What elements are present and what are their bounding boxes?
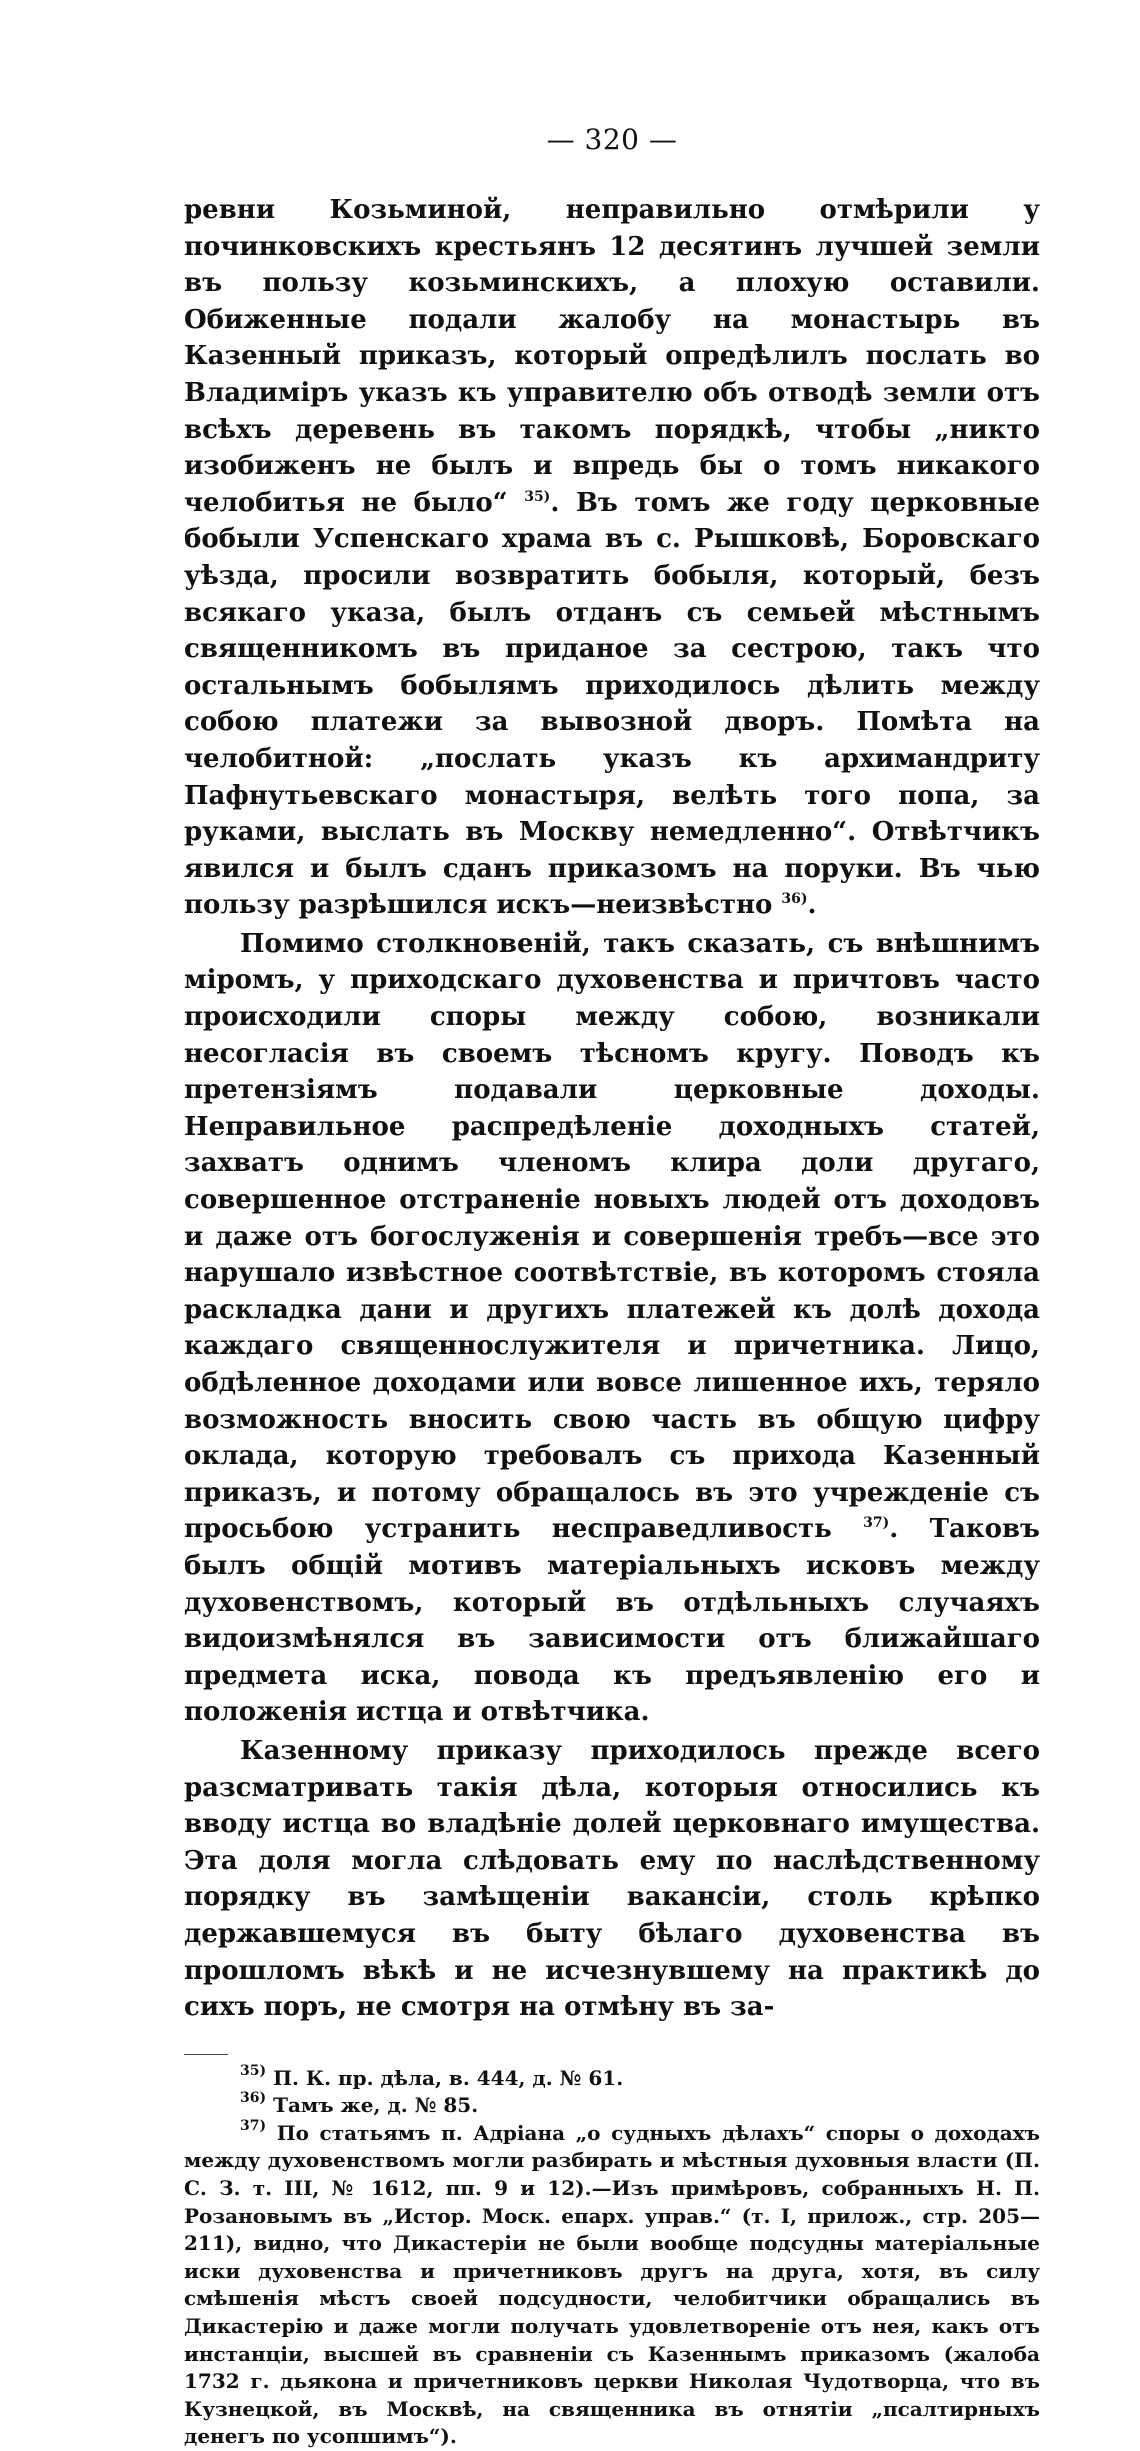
book-page: [184, 120, 1040, 2449]
footnote-ref-35: 35): [524, 488, 551, 505]
footnotes: [184, 2062, 1040, 2451]
page-number: — 320 —: [546, 123, 678, 156]
footnote-text: Тамъ же, д. № 85.: [266, 2093, 479, 2118]
text-segment: Помимо столкновеній, такъ сказать, съ внѣшнимъ міромъ, у приходскаго духовенства и причтовъ часто происходили споры между собою, возникали несогласія въ своемъ тѣсномъ кругу. Поводъ къ претензіямъ подавали церковные доходы. Неправильное распредѣленіе доходныхъ статей, захватъ однимъ членомъ клира доли другаго, совершенное отстраненіе новыхъ людей отъ доходовъ и даже отъ богослуженія и совершенія требъ—все это нарушало извѣстное соотвѣтствіе, въ которомъ стояла раскладка дани и другихъ платежей къ долѣ дохода каждаго священнослужителя и причетника. Лицо, обдѣленное доходами или вовсе лишенное ихъ, теряло возможность вносить свою часть въ общую цифру оклада, которую требовалъ съ прихода Казенный приказъ, и потому обращалось въ это учрежденіе съ просьбою устранить несправедливость: [184, 928, 1040, 1545]
footnote-36: [184, 2092, 1040, 2120]
main-text: [184, 192, 1040, 2026]
paragraph-3: [184, 1733, 1040, 2026]
footnote-37: [184, 2117, 1040, 2451]
footnote-ref-37: 37): [863, 1515, 890, 1532]
text-segment: ревни Козьминой, неправильно отмѣрили у починковскихъ крестьянъ 12 десятинъ лучшей земли въ пользу козьминскихъ, а плохую оставили. Обиженные подали жалобу на монастырь въ Казенный приказъ, который опредѣлилъ послать во Владиміръ указъ къ управителю объ отводѣ земли отъ всѣхъ деревень въ такомъ порядкѣ, чтобы „никто изобиженъ не былъ и впредь бы о томъ никакого челобитья не было“: [184, 195, 1040, 518]
footnote-text: По статьямъ п. Адріана „о судныхъ дѣлахъ“ споры о доходахъ между духовенствомъ могли разбирать и мѣстныя духовныя власти (П. С. З. т. III, № 1612, пп. 9 и 12).—Изъ примѣровъ, собранныхъ Н. П. Розановымъ въ „Истор. Моск. епарх. управ.“ (т. I, прилож., стр. 205—211), видно, что Дикастеріи не были вообще подсудны матеріальные иски духовенства и причетниковъ другъ на друга, хотя, въ силу смѣшенія мѣстъ своей подсудности, челобитчики обращались въ Дикастерію и даже могли получать удовлетвореніе отъ нея, какъ отъ инстанціи, высшей въ сравненіи съ Казеннымъ приказомъ (жалоба 1732 г. дьякона и причетниковъ церкви Николая Чудотворца, что въ Кузнецкой, въ Москвѣ, на священника въ отнятіи „псалтирныхъ денегъ по усопшимъ“).: [184, 2120, 1040, 2449]
footnote-marker: 37): [240, 2117, 267, 2134]
footnote-text: П. К. пр. дѣла, в. 444, д. № 61.: [266, 2065, 624, 2090]
footnote-divider: [184, 2054, 228, 2055]
paragraph-1: [184, 192, 1040, 924]
text-segment: . Въ томъ же году церковные бобыли Успенскаго храма въ с. Рышковѣ, Боровскаго уѣзда, просили возвратить бобыля, который, безъ всякаго указа, былъ отданъ съ семьей мѣстнымъ священникомъ въ приданое за сестрою, такъ что остальнымъ бобылямъ приходилось дѣлить между собою платежи за вывозной дворъ. Помѣта на челобитной: „послать указъ къ архимандриту Пафнутьевскаго монастыря, велѣть того попа, за руками, выслать въ Москву немедленно“. Отвѣтчикъ явился и былъ сданъ приказомъ на поруки. Въ чью пользу разрѣшился искъ—неизвѣстно: [184, 487, 1040, 921]
text-segment: Казенному приказу приходилось прежде всего разсматривать такія дѣла, которыя относились къ вводу истца во владѣніе долей церковнаго имущества. Эта доля могла слѣдовать ему по наслѣдственному порядку въ замѣщеніи вакансіи, столь крѣпко державшемуся въ быту бѣлаго духовенства въ прошломъ вѣкѣ и не исчезнувшему на практикѣ до сихъ поръ, не смотря на отмѣну въ за-: [184, 1735, 1040, 2023]
paragraph-2: [184, 926, 1040, 1731]
text-segment: . Таковъ былъ общій мотивъ матеріальныхъ исковъ между духовенствомъ, который въ отдѣльныхъ случаяхъ видоизмѣнялся въ зависимости отъ ближайшаго предмета иска, повода къ предъявленію его и положенія истца и отвѣтчика.: [184, 1514, 1040, 1728]
text-segment: .: [807, 890, 817, 921]
footnote-marker: 35): [240, 2062, 267, 2079]
footnote-35: [184, 2062, 1040, 2093]
footnote-ref-36: 36): [781, 891, 808, 908]
footnote-marker: 36): [240, 2090, 267, 2107]
